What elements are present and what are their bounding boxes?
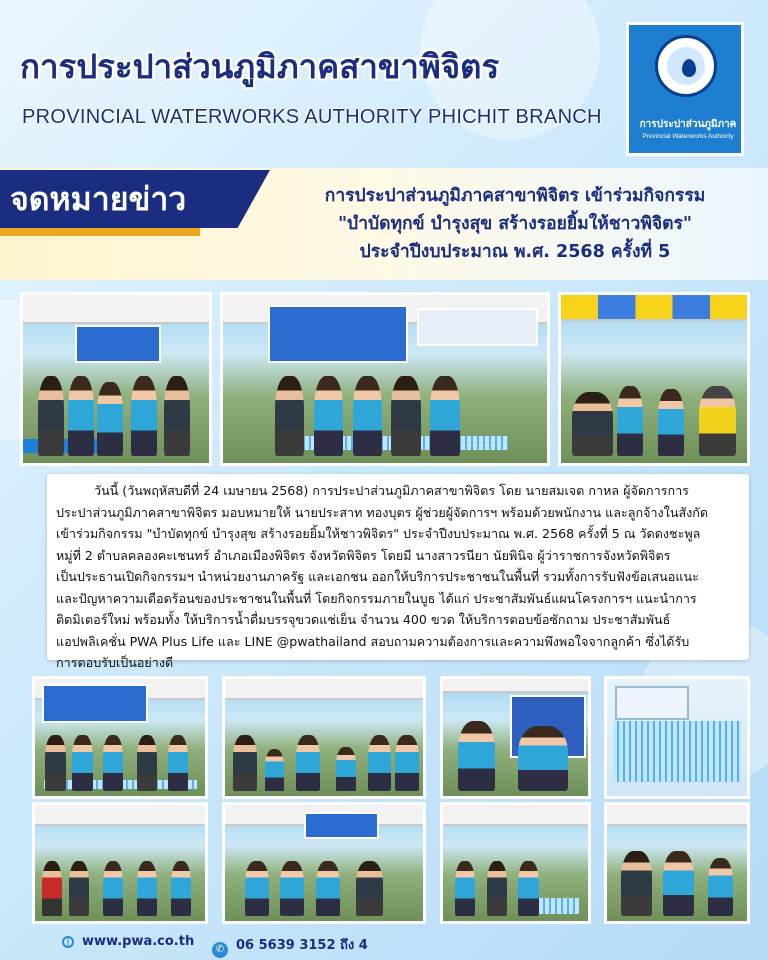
footer-website[interactable] <box>62 934 194 949</box>
newsletter-title <box>280 182 750 266</box>
photo-girl-water <box>440 676 591 799</box>
article-line: เข้าร่วมกิจกรรม "บำบัดทุกข์ บำรุงสุข สร้างรอยยิ้มให้ชาวพิจิตร" ประจำปีงบประมาณ พ.ศ. 2568 ครั้งที่ 5 ณ วัดดงชะพูล <box>56 526 701 541</box>
photo-group-booth <box>20 292 212 466</box>
newsletter-title-line: "บำบัดทุกข์ บำรุงสุข สร้างรอยยิ้มให้ชาวพิจิตร" <box>337 214 693 234</box>
photo-water-bottles <box>604 676 750 799</box>
article-line: การตอบรับเป็นอย่างดี <box>56 655 174 670</box>
newsletter-title-line: การประปาส่วนภูมิภาคสาขาพิจิตร เข้าร่วมกิจกรรม <box>324 186 706 206</box>
pwa-logo <box>626 22 744 156</box>
footer-phone[interactable] <box>212 934 368 958</box>
article-line: แอปพลิเคชั่น PWA Plus Life และ LINE @pwathailand สอบถามความต้องการและความพึงพอใจจากลูกค้า ซึ่งได้รับ <box>56 633 690 649</box>
header-title-th: การประปาส่วนภูมิภาคสาขาพิจิตร <box>20 47 500 86</box>
article-line: เป็นประธานเปิดกิจกรรมฯ นำหน่วยงานภาครัฐ และเอกชน ออกให้บริการประชาชนในพื้นที่ รวมทั้งการรับฟังข้อเสนอแนะ <box>56 569 699 584</box>
photo-staff-pair <box>604 802 750 924</box>
website-text: www.pwa.co.th <box>82 934 195 949</box>
logo-name-en: Provincial Waterworks Authority <box>642 133 734 140</box>
photo-seated-guests <box>558 292 750 466</box>
photo-group-banner <box>220 292 550 466</box>
newsletter-title-line: ประจำปีงบประมาณ พ.ศ. 2568 ครั้งที่ 5 <box>359 242 671 262</box>
phone-icon: ✆ <box>212 942 228 958</box>
photo-handover <box>32 802 208 924</box>
newsletter-label: จดหมายข่าว <box>10 180 187 218</box>
article-line: หมู่ที่ 2 ตำบลคลองคะเชนทร์ อำเภอเมืองพิจิตร จังหวัดพิจิตร โดยมี นางสาวรนียา นัยพินิจ ผู้ว่าราชการจังหวัดพิจิตร <box>56 547 671 563</box>
pwa-logo-icon <box>655 35 717 97</box>
article-line: ประปาส่วนภูมิภาคสาขาพิจิตร มอบหมายให้ นายประสาท ทองบุตร ผู้ช่วยผู้จัดการฯ พร้อมด้วยพนักงาน และลูกจ้างในสังกัด <box>56 504 709 520</box>
logo-name-th: การประปาส่วนภูมิภาค <box>639 119 737 130</box>
photo-group-tent <box>222 802 426 924</box>
photo-gift-bags <box>222 676 426 799</box>
article-line: ติดมิเตอร์ใหม่ พร้อมทั้ง ให้บริการน้ำดื่มบรรจุขวดแช่เย็น จำนวน 400 ขวด ให้บริการตอบข้อซักถาม ประชาสัมพันธ์ <box>56 612 671 627</box>
newsletter-tab-accent <box>0 228 200 236</box>
photo-visitors <box>440 802 591 924</box>
article-body <box>56 480 744 674</box>
header-title-en: PROVINCIAL WATERWORKS AUTHORITY PHICHIT BRANCH <box>22 106 602 128</box>
article-line: และปัญหาความเดือดร้อนของประชาชนในพื้นที่ โดยกิจกรรมภายในบูธ ได้แก่ ประชาสัมพันธ์แผนโครงการฯ แนะนำการ <box>56 590 697 606</box>
photo-booth-staff <box>32 676 208 799</box>
article-line: วันนี้ (วันพฤหัสบดีที่ 24 เมษายน 2568) การประปาส่วนภูมิภาคสาขาพิจิตร โดย นายสมเจต กาหล ผู้จัดการการ <box>94 483 689 498</box>
phone-text: 06 5639 3152 ถึง 4 <box>236 938 368 953</box>
globe-icon <box>62 936 74 948</box>
